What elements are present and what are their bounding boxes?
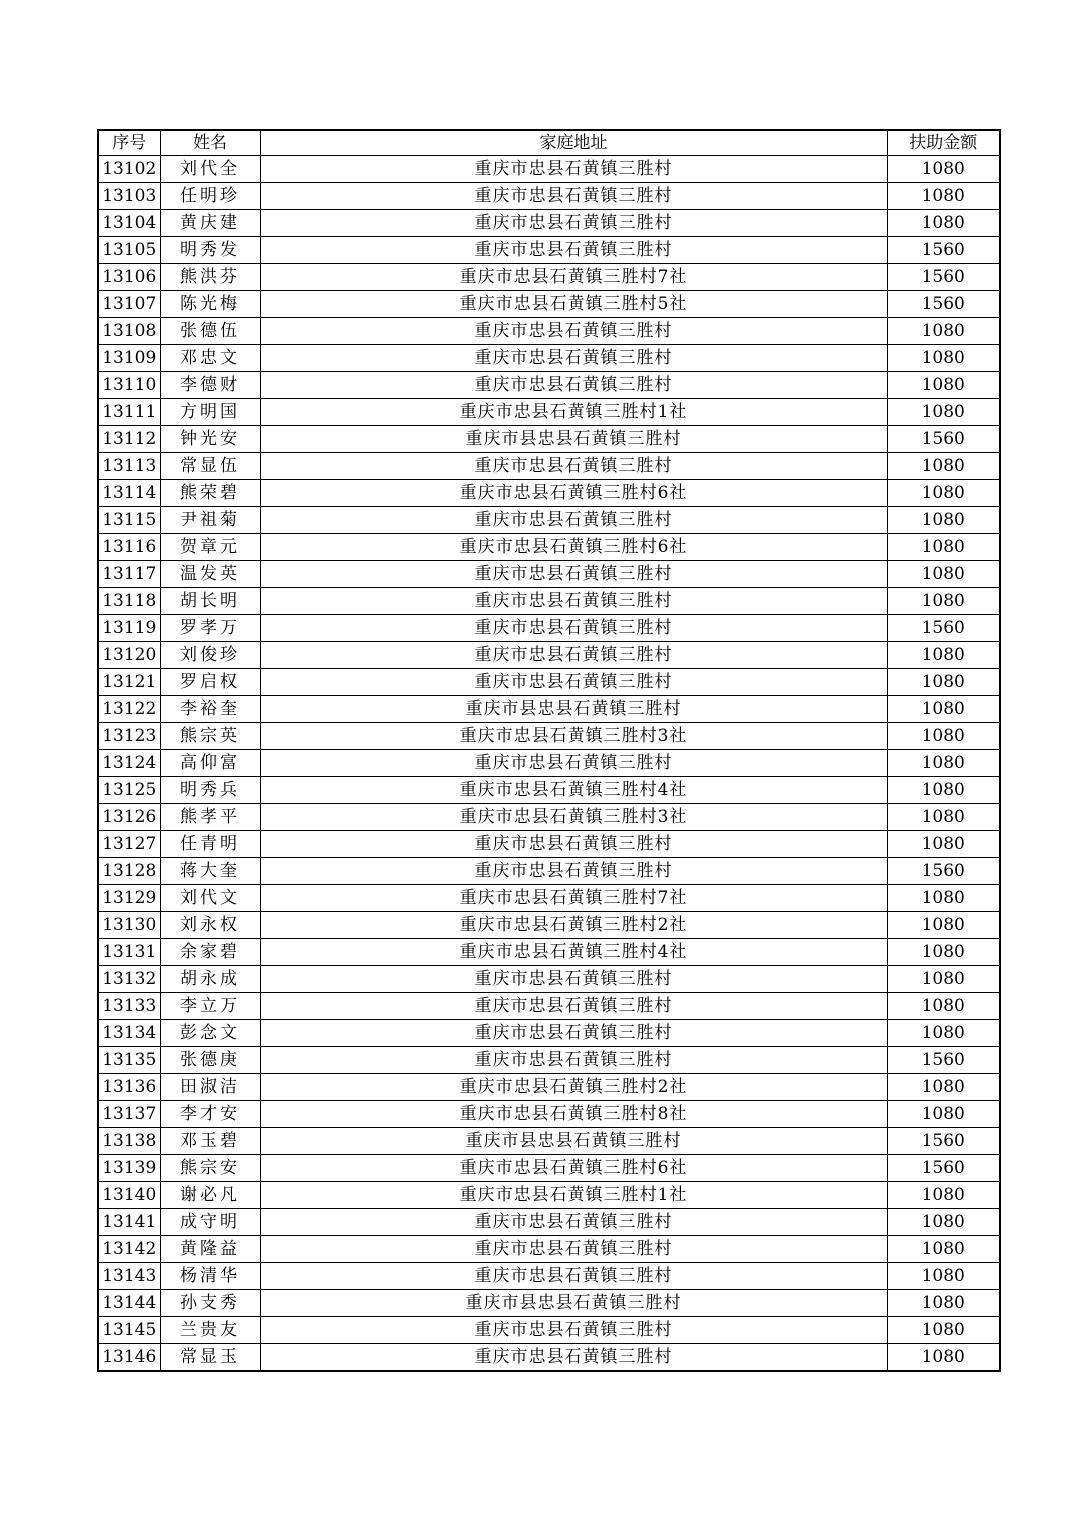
name-cell: 罗孝万 [160,615,260,642]
address-cell: 重庆市忠县石黄镇三胜村3社 [260,723,887,750]
table-row [98,1128,1000,1155]
amount-cell: 1080 [887,804,1000,831]
address-cell: 重庆市忠县石黄镇三胜村 [260,1236,887,1263]
amount-cell: 1080 [887,210,1000,237]
table-row [98,480,1000,507]
address-cell: 重庆市忠县石黄镇三胜村 [260,156,887,183]
address-cell: 重庆市忠县石黄镇三胜村 [260,345,887,372]
table-row [98,615,1000,642]
serial-cell: 13127 [98,831,160,858]
name-cell: 明秀兵 [160,777,260,804]
address-cell: 重庆市忠县石黄镇三胜村 [260,1209,887,1236]
table-row [98,777,1000,804]
serial-cell: 13141 [98,1209,160,1236]
table-row [98,318,1000,345]
serial-cell: 13116 [98,534,160,561]
name-cell: 明秀发 [160,237,260,264]
amount-cell: 1080 [887,885,1000,912]
amount-cell: 1080 [887,480,1000,507]
address-cell: 重庆市忠县石黄镇三胜村6社 [260,534,887,561]
header-name: 姓名 [160,130,260,156]
name-cell: 刘代全 [160,156,260,183]
address-cell: 重庆市忠县石黄镇三胜村 [260,1344,887,1372]
serial-cell: 13112 [98,426,160,453]
header-address: 家庭地址 [260,130,887,156]
name-cell: 方明国 [160,399,260,426]
name-cell: 李德财 [160,372,260,399]
name-cell: 余家碧 [160,939,260,966]
address-cell: 重庆市忠县石黄镇三胜村 [260,372,887,399]
serial-cell: 13107 [98,291,160,318]
amount-cell: 1560 [887,1047,1000,1074]
name-cell: 刘代文 [160,885,260,912]
amount-cell: 1080 [887,1263,1000,1290]
name-cell: 熊孝平 [160,804,260,831]
address-cell: 重庆市忠县石黄镇三胜村1社 [260,399,887,426]
serial-cell: 13108 [98,318,160,345]
amount-cell: 1080 [887,318,1000,345]
serial-cell: 13139 [98,1155,160,1182]
amount-cell: 1080 [887,1344,1000,1372]
serial-cell: 13109 [98,345,160,372]
address-cell: 重庆市忠县石黄镇三胜村 [260,642,887,669]
name-cell: 任青明 [160,831,260,858]
table-row [98,345,1000,372]
table-row [98,966,1000,993]
address-cell: 重庆市忠县石黄镇三胜村 [260,966,887,993]
amount-cell: 1080 [887,1020,1000,1047]
table-row [98,534,1000,561]
table-row [98,183,1000,210]
table-row [98,1344,1000,1372]
name-cell: 尹祖菊 [160,507,260,534]
table-row [98,453,1000,480]
address-cell: 重庆市县忠县石黄镇三胜村 [260,696,887,723]
address-cell: 重庆市忠县石黄镇三胜村 [260,1317,887,1344]
name-cell: 胡长明 [160,588,260,615]
name-cell: 张德伍 [160,318,260,345]
name-cell: 邓忠文 [160,345,260,372]
name-cell: 兰贵友 [160,1317,260,1344]
amount-cell: 1080 [887,696,1000,723]
serial-cell: 13124 [98,750,160,777]
table-row [98,831,1000,858]
amount-cell: 1080 [887,993,1000,1020]
amount-cell: 1560 [887,1155,1000,1182]
name-cell: 温发英 [160,561,260,588]
address-cell: 重庆市忠县石黄镇三胜村 [260,1020,887,1047]
name-cell: 蒋大奎 [160,858,260,885]
table-row [98,939,1000,966]
table-row [98,858,1000,885]
name-cell: 胡永成 [160,966,260,993]
address-cell: 重庆市忠县石黄镇三胜村 [260,669,887,696]
serial-cell: 13117 [98,561,160,588]
header-serial: 序号 [98,130,160,156]
amount-cell: 1080 [887,372,1000,399]
serial-cell: 13115 [98,507,160,534]
amount-cell: 1080 [887,939,1000,966]
serial-cell: 13110 [98,372,160,399]
serial-cell: 13138 [98,1128,160,1155]
subsidy-table [97,129,1001,1372]
serial-cell: 13144 [98,1290,160,1317]
serial-cell: 13114 [98,480,160,507]
serial-cell: 13143 [98,1263,160,1290]
address-cell: 重庆市忠县石黄镇三胜村 [260,831,887,858]
amount-cell: 1080 [887,507,1000,534]
serial-cell: 13128 [98,858,160,885]
header-amount: 扶助金额 [887,130,1000,156]
serial-cell: 13137 [98,1101,160,1128]
address-cell: 重庆市忠县石黄镇三胜村 [260,183,887,210]
name-cell: 彭念文 [160,1020,260,1047]
table-row [98,1263,1000,1290]
address-cell: 重庆市忠县石黄镇三胜村 [260,1263,887,1290]
table-row [98,804,1000,831]
address-cell: 重庆市忠县石黄镇三胜村 [260,615,887,642]
table-row [98,885,1000,912]
name-cell: 田淑洁 [160,1074,260,1101]
name-cell: 熊宗安 [160,1155,260,1182]
table-row [98,723,1000,750]
table-row [98,237,1000,264]
amount-cell: 1080 [887,561,1000,588]
serial-cell: 13142 [98,1236,160,1263]
amount-cell: 1560 [887,426,1000,453]
name-cell: 刘永权 [160,912,260,939]
name-cell: 钟光安 [160,426,260,453]
address-cell: 重庆市忠县石黄镇三胜村6社 [260,1155,887,1182]
table-row [98,1074,1000,1101]
serial-cell: 13103 [98,183,160,210]
name-cell: 熊宗英 [160,723,260,750]
amount-cell: 1080 [887,183,1000,210]
amount-cell: 1080 [887,723,1000,750]
address-cell: 重庆市忠县石黄镇三胜村7社 [260,885,887,912]
amount-cell: 1080 [887,453,1000,480]
serial-cell: 13146 [98,1344,160,1372]
address-cell: 重庆市忠县石黄镇三胜村 [260,1047,887,1074]
address-cell: 重庆市忠县石黄镇三胜村4社 [260,777,887,804]
table-row [98,912,1000,939]
amount-cell: 1080 [887,912,1000,939]
address-cell: 重庆市忠县石黄镇三胜村2社 [260,912,887,939]
amount-cell: 1080 [887,777,1000,804]
serial-cell: 13125 [98,777,160,804]
name-cell: 陈光梅 [160,291,260,318]
table-row [98,1182,1000,1209]
table-row [98,264,1000,291]
name-cell: 张德庚 [160,1047,260,1074]
table-row [98,1047,1000,1074]
serial-cell: 13131 [98,939,160,966]
address-cell: 重庆市忠县石黄镇三胜村3社 [260,804,887,831]
table-row [98,210,1000,237]
serial-cell: 13145 [98,1317,160,1344]
name-cell: 高仰富 [160,750,260,777]
serial-cell: 13118 [98,588,160,615]
address-cell: 重庆市忠县石黄镇三胜村 [260,507,887,534]
serial-cell: 13133 [98,993,160,1020]
serial-cell: 13135 [98,1047,160,1074]
name-cell: 常显玉 [160,1344,260,1372]
table-row [98,642,1000,669]
address-cell: 重庆市忠县石黄镇三胜村 [260,750,887,777]
table-row [98,669,1000,696]
table-row [98,993,1000,1020]
table-row [98,588,1000,615]
amount-cell: 1080 [887,750,1000,777]
amount-cell: 1560 [887,291,1000,318]
table-row [98,1317,1000,1344]
table-row [98,426,1000,453]
address-cell: 重庆市忠县石黄镇三胜村 [260,453,887,480]
serial-cell: 13136 [98,1074,160,1101]
name-cell: 熊荣碧 [160,480,260,507]
table-row [98,156,1000,183]
table-body [98,156,1000,1372]
table-row [98,561,1000,588]
address-cell: 重庆市忠县石黄镇三胜村 [260,588,887,615]
name-cell: 黄隆益 [160,1236,260,1263]
amount-cell: 1080 [887,588,1000,615]
amount-cell: 1080 [887,1209,1000,1236]
address-cell: 重庆市忠县石黄镇三胜村8社 [260,1101,887,1128]
name-cell: 邓玉碧 [160,1128,260,1155]
table-row [98,1236,1000,1263]
serial-cell: 13111 [98,399,160,426]
name-cell: 孙支秀 [160,1290,260,1317]
address-cell: 重庆市忠县石黄镇三胜村 [260,993,887,1020]
amount-cell: 1560 [887,237,1000,264]
name-cell: 刘俊珍 [160,642,260,669]
amount-cell: 1080 [887,1290,1000,1317]
serial-cell: 13123 [98,723,160,750]
amount-cell: 1080 [887,669,1000,696]
name-cell: 熊洪芬 [160,264,260,291]
amount-cell: 1560 [887,264,1000,291]
table-row [98,1155,1000,1182]
table-row [98,291,1000,318]
amount-cell: 1080 [887,1317,1000,1344]
address-cell: 重庆市忠县石黄镇三胜村2社 [260,1074,887,1101]
amount-cell: 1080 [887,1182,1000,1209]
serial-cell: 13104 [98,210,160,237]
serial-cell: 13121 [98,669,160,696]
address-cell: 重庆市忠县石黄镇三胜村 [260,858,887,885]
name-cell: 常显伍 [160,453,260,480]
serial-cell: 13140 [98,1182,160,1209]
table-row [98,1101,1000,1128]
table-row [98,399,1000,426]
address-cell: 重庆市县忠县石黄镇三胜村 [260,1128,887,1155]
table-row [98,750,1000,777]
serial-cell: 13129 [98,885,160,912]
address-cell: 重庆市忠县石黄镇三胜村4社 [260,939,887,966]
name-cell: 李立万 [160,993,260,1020]
serial-cell: 13122 [98,696,160,723]
serial-cell: 13120 [98,642,160,669]
serial-cell: 13126 [98,804,160,831]
address-cell: 重庆市忠县石黄镇三胜村 [260,237,887,264]
serial-cell: 13132 [98,966,160,993]
amount-cell: 1080 [887,831,1000,858]
serial-cell: 13130 [98,912,160,939]
name-cell: 贺章元 [160,534,260,561]
address-cell: 重庆市忠县石黄镇三胜村7社 [260,264,887,291]
amount-cell: 1560 [887,615,1000,642]
name-cell: 李裕奎 [160,696,260,723]
name-cell: 谢必凡 [160,1182,260,1209]
name-cell: 杨清华 [160,1263,260,1290]
amount-cell: 1080 [887,1236,1000,1263]
amount-cell: 1080 [887,345,1000,372]
amount-cell: 1080 [887,1074,1000,1101]
amount-cell: 1080 [887,399,1000,426]
address-cell: 重庆市县忠县石黄镇三胜村 [260,1290,887,1317]
table-row [98,696,1000,723]
table-row [98,372,1000,399]
table-row [98,1209,1000,1236]
amount-cell: 1080 [887,534,1000,561]
amount-cell: 1080 [887,966,1000,993]
serial-cell: 13119 [98,615,160,642]
name-cell: 成守明 [160,1209,260,1236]
amount-cell: 1080 [887,156,1000,183]
serial-cell: 13113 [98,453,160,480]
header-row [98,130,1000,156]
address-cell: 重庆市忠县石黄镇三胜村5社 [260,291,887,318]
table-row [98,507,1000,534]
table-row [98,1020,1000,1047]
name-cell: 罗启权 [160,669,260,696]
address-cell: 重庆市县忠县石黄镇三胜村 [260,426,887,453]
serial-cell: 13134 [98,1020,160,1047]
table-row [98,1290,1000,1317]
serial-cell: 13102 [98,156,160,183]
amount-cell: 1080 [887,642,1000,669]
address-cell: 重庆市忠县石黄镇三胜村 [260,318,887,345]
serial-cell: 13105 [98,237,160,264]
amount-cell: 1560 [887,858,1000,885]
amount-cell: 1560 [887,1128,1000,1155]
address-cell: 重庆市忠县石黄镇三胜村 [260,210,887,237]
address-cell: 重庆市忠县石黄镇三胜村1社 [260,1182,887,1209]
amount-cell: 1080 [887,1101,1000,1128]
name-cell: 任明珍 [160,183,260,210]
address-cell: 重庆市忠县石黄镇三胜村6社 [260,480,887,507]
name-cell: 李才安 [160,1101,260,1128]
serial-cell: 13106 [98,264,160,291]
name-cell: 黄庆建 [160,210,260,237]
address-cell: 重庆市忠县石黄镇三胜村 [260,561,887,588]
